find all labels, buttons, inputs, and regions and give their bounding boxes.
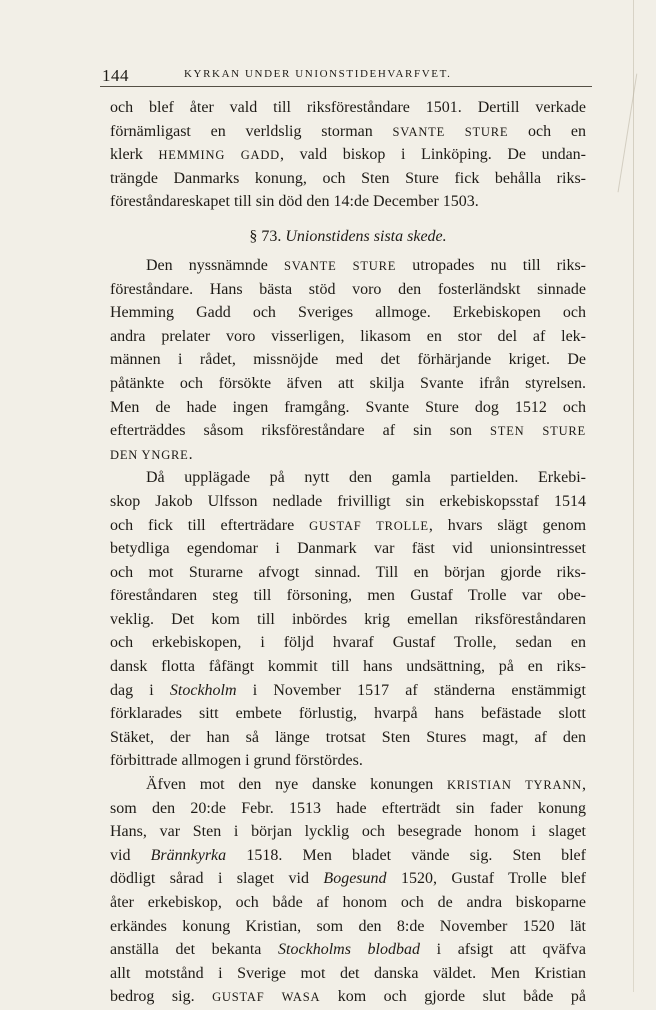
text-segment: i November 1517 af ständerna enstämmigt bbox=[236, 681, 586, 699]
text-line bbox=[110, 820, 586, 844]
italic-text: Unionstidens sista skede. bbox=[285, 227, 447, 245]
text-segment: , hvars slägt genom bbox=[428, 516, 587, 534]
text-segment: som den 20:de Febr. 1513 hade efterträdt sin fader konung bbox=[110, 799, 586, 817]
text-segment: , bbox=[582, 776, 587, 794]
italic-text: Bogesund bbox=[323, 870, 387, 888]
small-caps-text: DEN YNGRE bbox=[110, 447, 189, 462]
text-line bbox=[110, 867, 586, 891]
text-segment: Den nyssnämnde bbox=[146, 256, 285, 274]
text-segment: bedrog sig. bbox=[110, 988, 213, 1006]
text-segment: dansk flotta fåfängt kommit till hans undsättning, på en riks- bbox=[110, 658, 586, 676]
text-segment: Stäket, der han så länge trotsat Sten Stures magt, af den bbox=[110, 728, 586, 746]
text-line bbox=[110, 466, 586, 490]
small-caps-text: GUSTAF TROLLE bbox=[309, 518, 429, 533]
text-segment: och erkebiskopen, i följd hvaraf Gustaf Trolle, sedan en bbox=[110, 634, 586, 652]
text-line bbox=[110, 938, 586, 962]
italic-text: Stockholm bbox=[169, 681, 237, 699]
text-line bbox=[110, 443, 586, 467]
text-segment: förnämligast en verldslig storman bbox=[110, 122, 393, 140]
text-segment: vid bbox=[110, 846, 151, 864]
text-segment: Då upplägade på nytt den gamla partielden. Erkebi- bbox=[146, 469, 586, 487]
text-segment: , vald biskop i Linköping. De undan- bbox=[280, 146, 586, 164]
text-segment: Men de hade ingen framgång. Svante Sture dog 1512 och bbox=[110, 398, 586, 416]
text-segment: . bbox=[188, 445, 193, 463]
text-segment: allt motstånd i Sverige mot det danska väldet. Men Kristian bbox=[110, 964, 586, 982]
text-line bbox=[110, 490, 586, 514]
small-caps-text: KRISTIAN TYRANN bbox=[446, 778, 583, 793]
running-title: KYRKAN UNDER UNIONSTIDEHVARFVET. bbox=[184, 68, 452, 80]
body-text bbox=[110, 96, 586, 1009]
text-line bbox=[110, 891, 586, 915]
text-segment: 1520, Gustaf Trolle blef bbox=[386, 870, 586, 888]
text-segment: förklarades sitt embete förlustig, hvarpå hans befästade slott bbox=[110, 705, 586, 723]
text-segment: och mot Sturarne afvogt sinnad. Till en början gjorde riks- bbox=[110, 563, 586, 581]
text-segment: i afsigt att qväfva bbox=[420, 941, 587, 959]
text-segment: veklig. Det kom till inbördes krig emellan riksföreståndaren bbox=[110, 610, 586, 628]
text-line bbox=[110, 254, 586, 278]
text-segment: och fick till efterträdare bbox=[110, 516, 310, 534]
text-line bbox=[110, 325, 586, 349]
text-line bbox=[110, 726, 586, 750]
text-line bbox=[110, 844, 586, 868]
text-segment: föreståndare. Hans bästa stöd voro den fosterländskt sinnade bbox=[110, 280, 586, 298]
italic-text: Stockholms blodbad bbox=[278, 941, 420, 959]
text-segment: kom och gjorde slut både på bbox=[320, 988, 586, 1006]
page-header bbox=[100, 64, 592, 87]
text-segment: Hemming Gadd och Sveriges allmoge. Erkebiskopen och bbox=[110, 304, 586, 322]
text-line bbox=[110, 167, 586, 191]
small-caps-text: SVANTE STURE bbox=[392, 124, 509, 139]
text-line bbox=[110, 537, 586, 561]
text-line bbox=[110, 584, 586, 608]
text-line bbox=[110, 396, 586, 420]
text-line bbox=[110, 962, 586, 986]
text-line bbox=[110, 773, 586, 797]
small-caps-text: GUSTAF WASA bbox=[212, 990, 321, 1005]
text-line bbox=[110, 96, 586, 120]
text-segment: Hans, var Sten i början lycklig och besegrade honom i slaget bbox=[110, 823, 586, 841]
text-line bbox=[110, 348, 586, 372]
text-segment: påtänkte och försökte äfven att skilja Svante ifrån styrelsen. bbox=[110, 374, 586, 392]
text-line bbox=[110, 985, 586, 1009]
page-number: 144 bbox=[102, 66, 129, 85]
text-segment: männen i rådet, missnöjde med det förhärjande kriget. De bbox=[110, 351, 586, 369]
text-line bbox=[110, 278, 586, 302]
text-segment: åter erkebiskop, och både af honom och de andra biskoparne bbox=[110, 894, 586, 911]
text-line bbox=[110, 655, 586, 679]
text-line bbox=[110, 143, 586, 167]
text-line bbox=[110, 190, 586, 214]
italic-text: Brännkyrka bbox=[150, 846, 227, 864]
text-segment: trängde Danmarks konung, och Sten Sture fick behålla riks- bbox=[110, 169, 586, 187]
small-caps-text: HEMMING GADD bbox=[158, 148, 281, 163]
text-segment: föreståndareskapet till sin död den 14:de December 1503. bbox=[110, 193, 479, 211]
small-caps-text: STEN STURE bbox=[490, 424, 586, 439]
text-line bbox=[110, 419, 586, 443]
text-segment: efterträddes såsom riksföreståndare af sin son bbox=[110, 422, 491, 440]
text-line bbox=[110, 749, 586, 773]
text-segment: betydliga egendomar i Danmark var fäst vid unionsintresset bbox=[110, 540, 586, 558]
text-segment: dag i bbox=[110, 681, 170, 699]
text-segment: 1518. Men bladet vände sig. Sten blef bbox=[226, 846, 586, 864]
text-line bbox=[110, 608, 586, 632]
text-segment: föreståndaren steg till försoning, men Gustaf Trolle var obe- bbox=[110, 587, 586, 605]
text-line bbox=[110, 372, 586, 396]
text-segment: Äfven mot den nye danske konungen bbox=[146, 776, 447, 794]
text-line bbox=[110, 514, 586, 538]
text-line bbox=[110, 301, 586, 325]
text-line bbox=[110, 120, 586, 144]
text-line bbox=[110, 561, 586, 585]
text-line bbox=[110, 797, 586, 821]
text-segment: skop Jakob Ulfsson nedlade frivilligt sin erkebiskopsstaf 1514 bbox=[110, 492, 586, 510]
text-segment: klerk bbox=[110, 146, 159, 164]
section-heading bbox=[110, 214, 586, 254]
page-edge bbox=[633, 0, 634, 992]
small-caps-text: SVANTE STURE bbox=[284, 258, 397, 273]
text-segment: och en bbox=[508, 122, 587, 140]
text-line bbox=[110, 631, 586, 655]
text-line bbox=[110, 702, 586, 726]
text-segment: § 73. bbox=[249, 227, 286, 245]
text-line bbox=[110, 679, 586, 703]
text-segment: dödligt sårad i slaget vid bbox=[110, 870, 324, 888]
text-segment: andra prelater voro visserligen, likasom en stor del af lek- bbox=[110, 327, 586, 345]
text-segment: anställa det bekanta bbox=[110, 941, 279, 959]
text-segment: och blef åter vald till riksföreståndare 1501. Dertill verkade bbox=[110, 99, 586, 116]
text-segment: förbittrade allmogen i grund förstördes. bbox=[110, 752, 363, 770]
text-segment: erkändes konung Kristian, som den 8:de November 1520 lät bbox=[110, 917, 586, 935]
text-segment: utropades nu till riks- bbox=[396, 256, 587, 274]
text-line bbox=[110, 915, 586, 939]
